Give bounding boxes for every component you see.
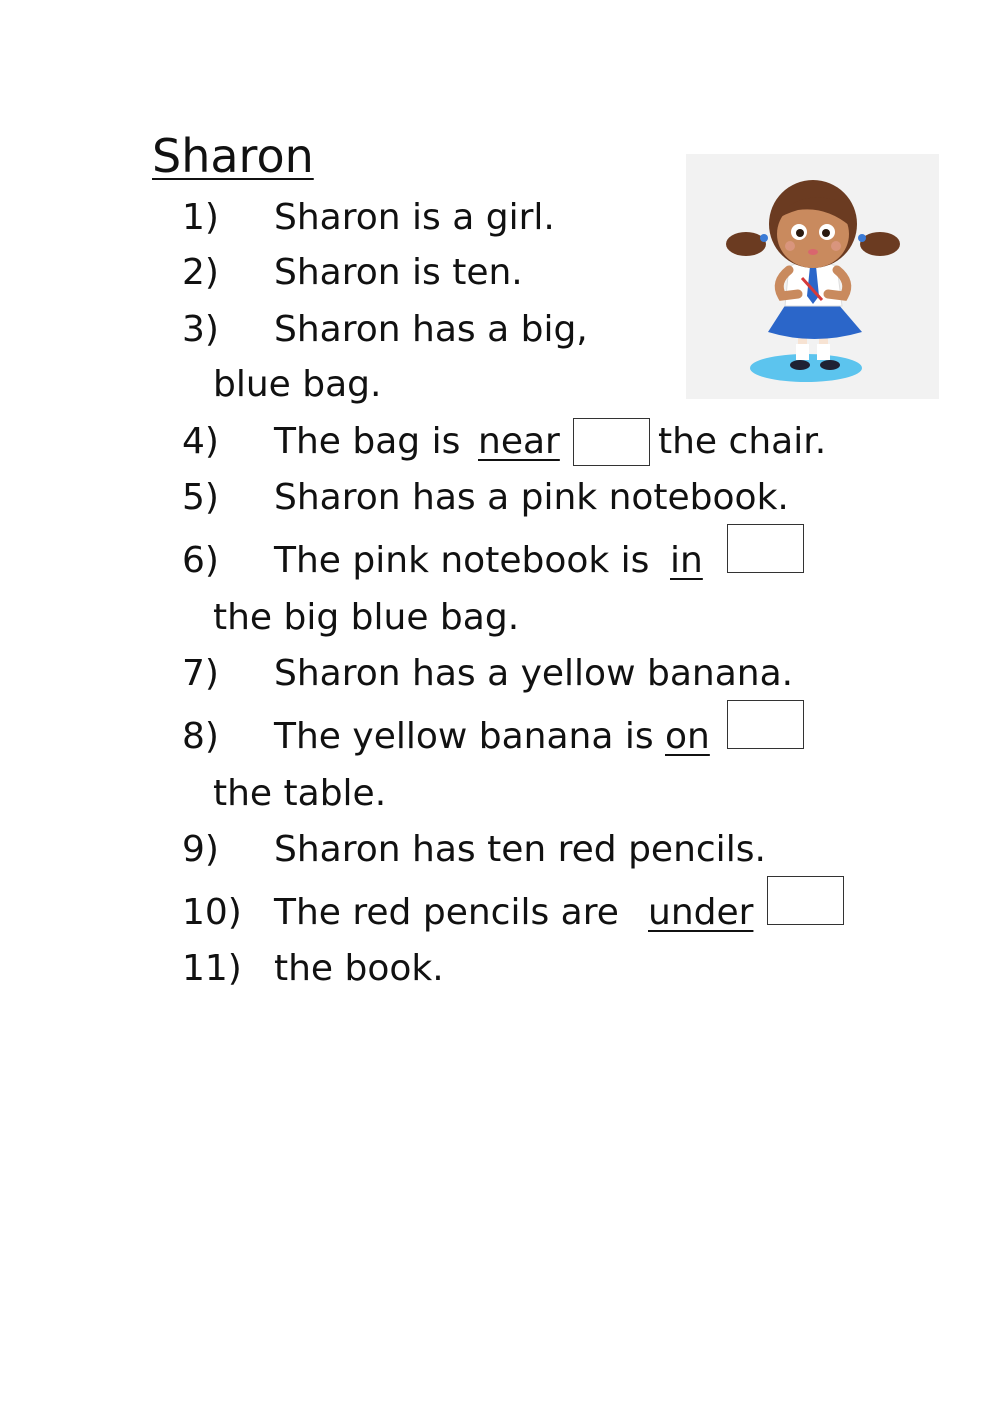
item-number: 3) — [182, 309, 219, 350]
item-text-before: The pink notebook is — [274, 540, 650, 581]
item-number: 11) — [182, 948, 242, 989]
item-text: Sharon has a yellow banana. — [274, 653, 794, 694]
item-text: Sharon has ten red pencils. — [274, 829, 766, 870]
item-text-before: The bag is — [274, 421, 461, 462]
answer-box[interactable] — [727, 700, 804, 749]
keyword-in: in — [670, 540, 703, 581]
item-text: the book. — [274, 948, 444, 989]
worksheet-title: Sharon — [152, 129, 314, 183]
item-number: 9) — [182, 829, 219, 870]
item-number: 10) — [182, 892, 242, 933]
keyword-near: near — [478, 421, 560, 462]
schoolgirl-illustration-icon — [686, 154, 939, 399]
item-text: Sharon is ten. — [274, 252, 523, 293]
item-text: blue bag. — [213, 364, 382, 405]
answer-box[interactable] — [727, 524, 804, 573]
item-number: 4) — [182, 421, 219, 462]
answer-box[interactable] — [767, 876, 844, 925]
answer-box[interactable] — [573, 418, 650, 466]
item-number: 1) — [182, 197, 219, 238]
item-text-after: the chair. — [658, 421, 827, 462]
item-text: Sharon has a big, — [274, 309, 588, 350]
keyword-under: under — [648, 892, 754, 933]
item-text: the table. — [213, 773, 387, 814]
item-number: 7) — [182, 653, 219, 694]
item-text: Sharon is a girl. — [274, 197, 555, 238]
item-number: 6) — [182, 540, 219, 581]
item-text-before: The red pencils are — [274, 892, 619, 933]
item-number: 2) — [182, 252, 219, 293]
item-text: the big blue bag. — [213, 597, 520, 638]
item-text: Sharon has a pink notebook. — [274, 477, 789, 518]
item-number: 8) — [182, 716, 219, 757]
keyword-on: on — [665, 716, 710, 757]
item-number: 5) — [182, 477, 219, 518]
item-text-before: The yellow banana is — [274, 716, 654, 757]
